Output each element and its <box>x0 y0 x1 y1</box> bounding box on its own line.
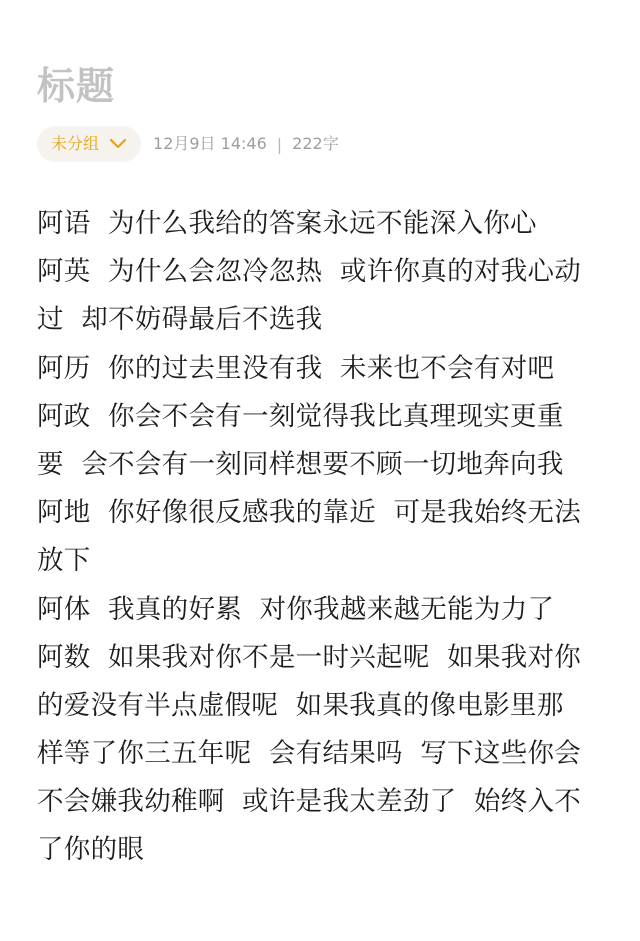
body-line: 阿体 我真的好累 对你我越来越无能为力了 <box>37 593 555 625</box>
body-line: 放下 <box>37 545 91 577</box>
body-line: 阿地 你好像很反感我的靠近 可是我始终无法 <box>37 497 582 529</box>
body-line: 过 却不妨碍最后不选我 <box>37 304 323 336</box>
note-body[interactable] <box>37 200 609 875</box>
body-line: 的爱没有半点虚假呢 如果我真的像电影里那 <box>37 689 564 721</box>
note-title[interactable]: 标题 <box>37 64 116 108</box>
body-line: 阿英 为什么会忽冷忽热 或许你真的对我心动 <box>37 256 582 288</box>
chevron-down-icon <box>109 138 127 150</box>
word-count: 222字 <box>292 134 339 153</box>
body-line: 阿数 如果我对你不是一时兴起呢 如果我对你 <box>37 641 582 673</box>
body-line: 样等了你三五年呢 会有结果吗 写下这些你会 <box>37 738 582 770</box>
body-line: 阿政 你会不会有一刻觉得我比真理现实更重 <box>37 400 564 432</box>
group-selector-button[interactable] <box>37 126 141 162</box>
body-line: 了你的眼 <box>37 834 145 866</box>
note-meta-row <box>37 126 339 162</box>
body-line: 阿历 你的过去里没有我 未来也不会有对吧 <box>37 352 555 384</box>
meta-separator: | <box>276 134 283 154</box>
body-line: 不会嫌我幼稚啊 或许是我太差劲了 始终入不 <box>37 786 582 818</box>
body-line: 要 会不会有一刻同样想要不顾一切地奔向我 <box>37 448 564 480</box>
group-label: 未分组 <box>51 134 100 153</box>
body-line: 阿语 为什么我给的答案永远不能深入你心 <box>37 208 537 239</box>
note-date: 12月9日 14:46 <box>153 134 267 153</box>
